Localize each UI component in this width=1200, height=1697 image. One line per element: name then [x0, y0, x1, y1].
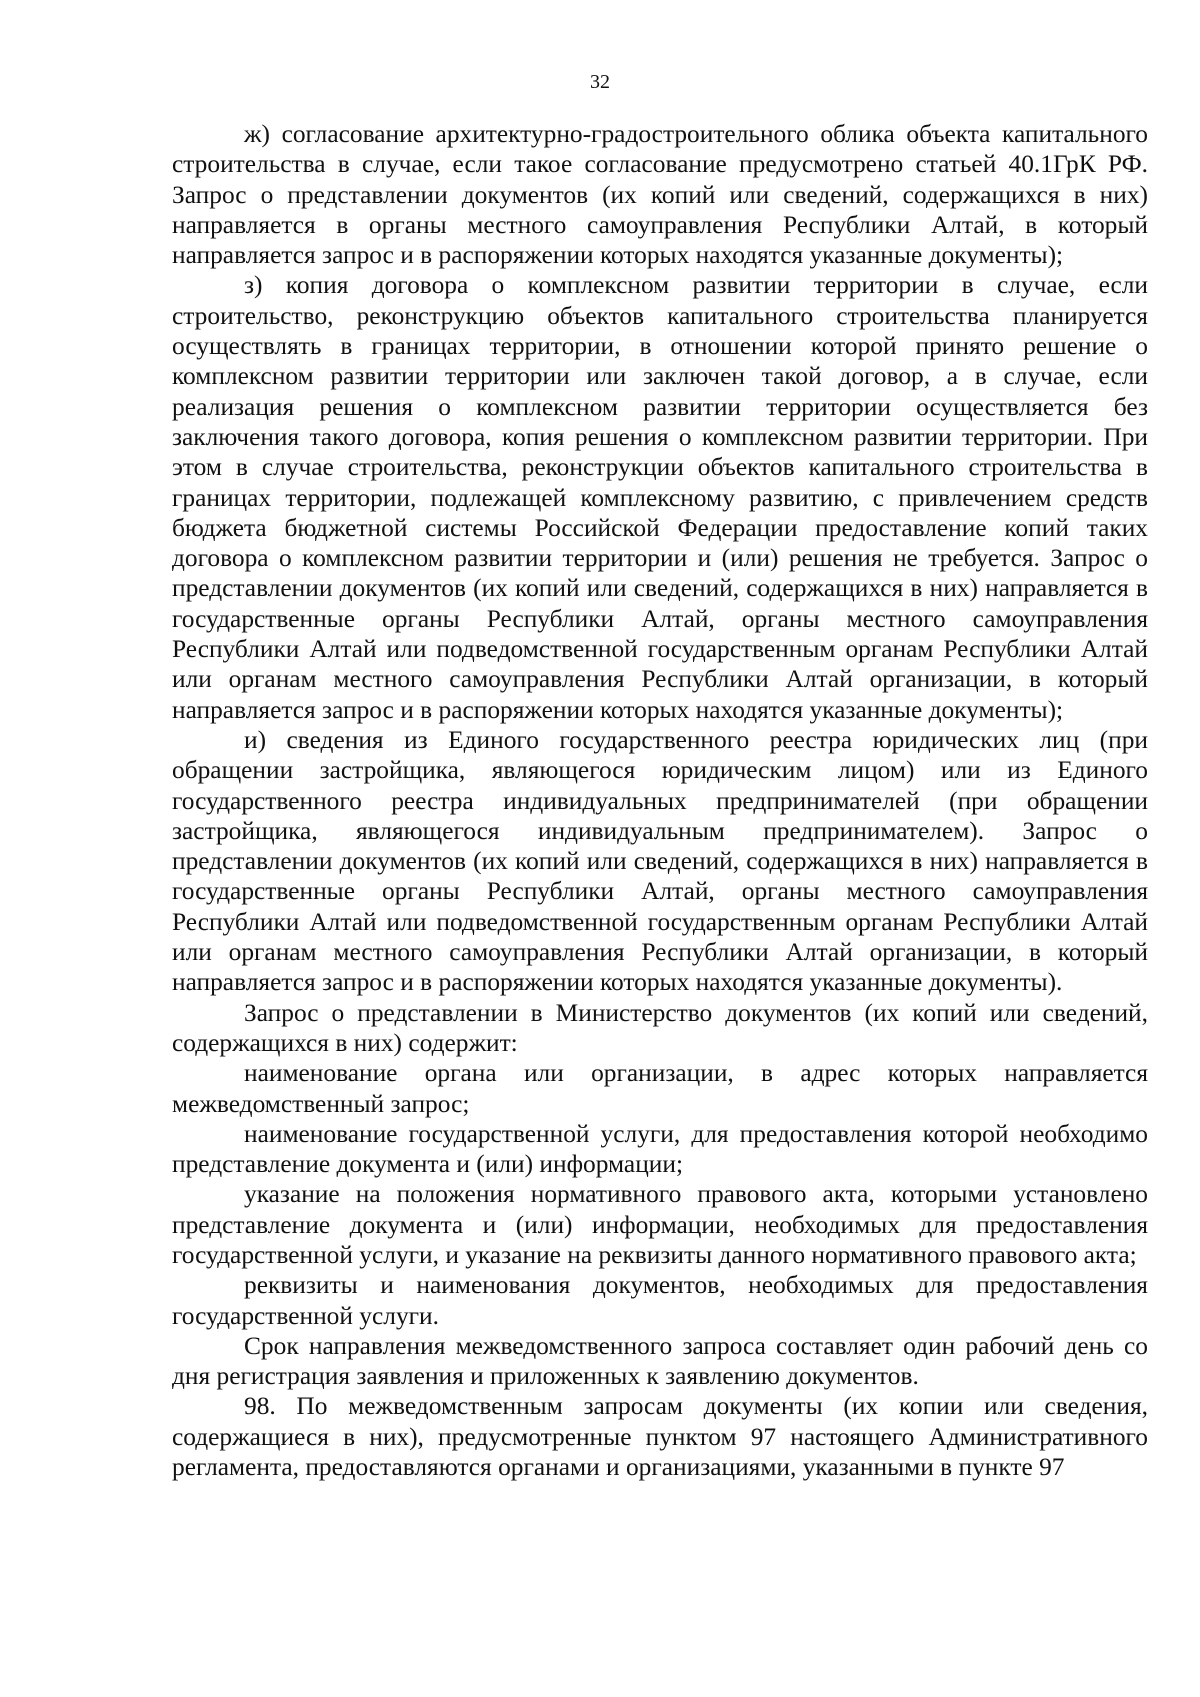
page-number: 32	[590, 71, 610, 93]
paragraph-legal-act: указание на положения нормативного правового акта, которыми установлено представление документа и (или) информации, необходимых для предоставления государственной услуги, и указание на реквизиты данного нормативного правового акта;	[172, 1180, 1148, 1269]
paragraph-z: з) копия договора о комплексном развитии территории в случае, если строительство, реконструкцию объектов капитального строительства планируется осуществлять в границах территории, в отношении которой принято решение о комплексном развитии территории или заключен такой договор, а в случае, если реализация решения о комплексном развитии территории осуществляется без заключения такого договора, копия решения о комплексном развитии территории. При этом в случае строительства, реконструкции объектов капитального строительства в границах территории, подлежащей комплексному развитию, с привлечением средств бюджета бюджетной системы Российской Федерации предоставление копий таких договора о комплексном развитии территории и (или) решения не требуется. Запрос о представлении документов (их копий или сведений, содержащихся в них) направляется в государственные органы Республики Алтай, органы местного самоуправления Республики Алтай или подведомственной государственным органам Республики Алтай или органам местного самоуправления Республики Алтай организации, в который направляется запрос и в распоряжении которых находятся указанные документы);	[172, 271, 1148, 724]
document-body	[172, 119, 1148, 1482]
paragraph-request-contents: Запрос о представлении в Министерство документов (их копий или сведений, содержащихся в них) содержит:	[172, 998, 1148, 1057]
paragraph-document-details: реквизиты и наименования документов, необходимых для предоставления государственной услуги.	[172, 1271, 1148, 1330]
paragraph-98: 98. По межведомственным запросам документы (их копии или сведения, содержащиеся в них), предусмотренные пунктом 97 настоящего Административного регламента, предоставляются органами и организациями, указанными в пункте 97	[172, 1392, 1148, 1482]
paragraph-zh: ж) согласование архитектурно-градостроительного облика объекта капитального строительства в случае, если такое согласование предусмотрено статьей 40.1ГрК РФ. Запрос о представлении документов (их копий или сведений, содержащихся в них) направляется в органы местного самоуправления Республики Алтай, в который направляется запрос и в распоряжении которых находятся указанные документы);	[172, 120, 1148, 270]
paragraph-request-deadline: Срок направления межведомственного запроса составляет один рабочий день со дня регистрация заявления и приложенных к заявлению документов.	[172, 1331, 1148, 1391]
paragraph-service-name: наименование государственной услуги, для предоставления которой необходимо представление документа и (или) информации;	[172, 1119, 1148, 1179]
paragraph-agency-name: наименование органа или организации, в адрес которых направляется межведомственный запрос;	[172, 1059, 1148, 1118]
paragraph-i: и) сведения из Единого государственного реестра юридических лиц (при обращении застройщика, являющегося юридическим лицом) или из Единого государственного реестра индивидуальных предпринимателей (при обращении застройщика, являющегося индивидуальным предпринимателем). Запрос о представлении документов (их копий или сведений, содержащихся в них) направляется в государственные органы Республики Алтай, органы местного самоуправления Республики Алтай или подведомственной государственным органам Республики Алтай или органам местного самоуправления Республики Алтай организации, в который направляется запрос и в распоряжении которых находятся указанные документы).	[172, 725, 1148, 997]
